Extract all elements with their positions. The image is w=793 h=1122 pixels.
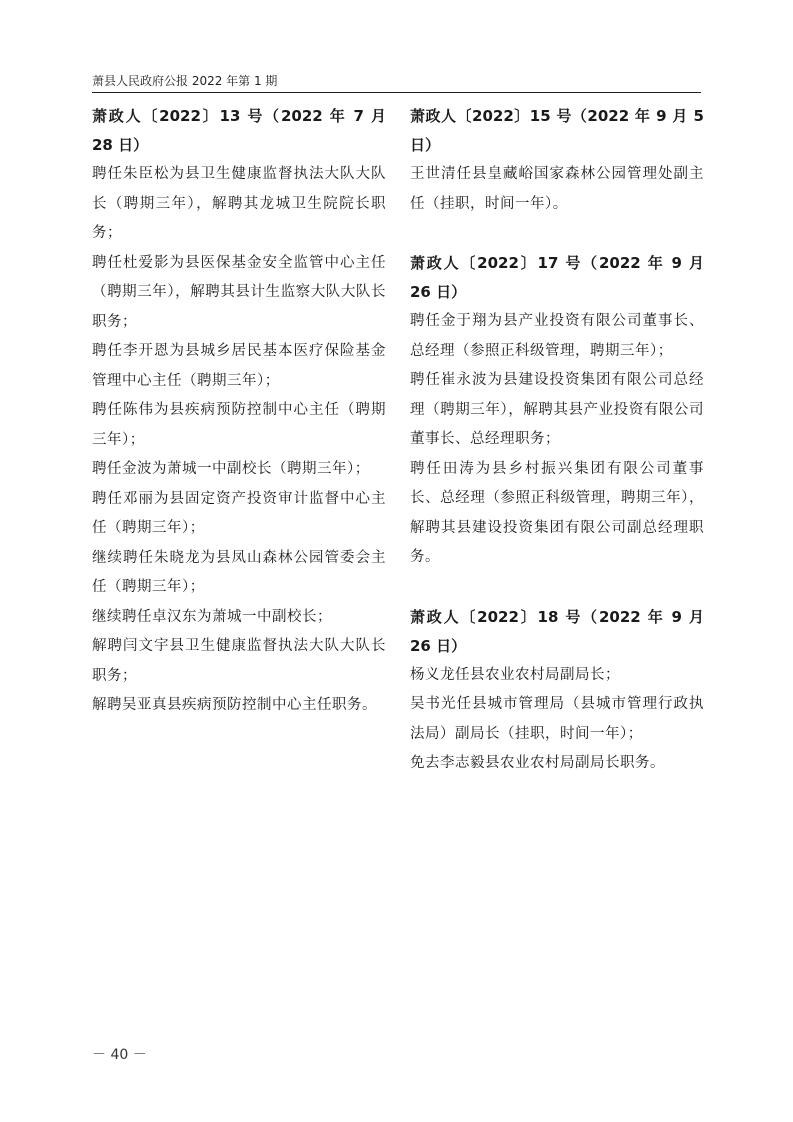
decree-heading: 萧政人〔2022〕18 号（2022 年 9 月 26 日） (410, 607, 704, 655)
appointment-item: 聘任邓丽为县固定资产投资审计监督中心主任（聘期三年）； (92, 490, 386, 536)
left-column (92, 102, 386, 721)
right-column (410, 102, 704, 779)
decree-18 (410, 603, 704, 779)
appointment-item: 聘任田涛为县乡村振兴集团有限公司董事长、总经理（参照正科级管理，聘期三年），解聘其县建设投资集团有限公司副总经理职务。 (410, 460, 704, 565)
appointment-item: 解聘吴亚真县疾病预防控制中心主任职务。 (92, 697, 377, 713)
appointment-item: 聘任陈伟为县疾病预防控制中心主任（聘期三年）； (92, 402, 386, 448)
decree-13 (92, 102, 386, 721)
appointment-item: 聘任朱臣松为县卫生健康监督执法大队大队长（聘期三年），解聘其龙城卫生院院长职务； (92, 166, 386, 241)
appointment-item: 继续聘任卓汉东为萧城一中副校长； (92, 608, 332, 625)
appointment-item: 杨义龙任县农业农村局副局长； (410, 666, 620, 683)
decree-heading: 萧政人〔2022〕17 号（2022 年 9 月 26 日） (410, 254, 704, 301)
page-header: 萧县人民政府公报 2022 年第 1 期 (92, 74, 278, 88)
decree-17 (410, 249, 704, 573)
appointment-item: 吴书光任县城市管理局（县城市管理行政执法局）副局长（挂职，时间一年）； (410, 696, 704, 742)
appointment-item: 聘任崔永波为县建设投资集团有限公司总经理（聘期三年），解聘其县产业投资有限公司董事长、总经理职务； (410, 372, 704, 447)
appointment-item: 王世清任县皇藏峪国家森林公园管理处副主任（挂职，时间一年）。 (410, 166, 704, 212)
decree-heading: 萧政人〔2022〕13 号（2022 年 7 月 28 日） (92, 107, 386, 154)
appointment-item: 聘任金于翔为县产业投资有限公司董事长、总经理（参照正科级管理，聘期三年）； (410, 313, 704, 359)
decree-15 (410, 102, 704, 219)
appointment-item: 继续聘任朱晓龙为县凤山森林公园管委会主任（聘期三年）； (92, 549, 386, 595)
header-divider (92, 92, 701, 93)
appointment-item: 聘任李开恩为县城乡居民基本医疗保险基金管理中心主任（聘期三年）； (92, 343, 386, 389)
appointment-item: 免去李志毅县农业农村局副局长职务。 (410, 755, 665, 771)
decree-heading: 萧政人〔2022〕15 号（2022 年 9 月 5 日） (410, 107, 704, 154)
page-number: － 40 － (92, 1047, 147, 1063)
appointment-item: 解聘闫文宇县卫生健康监督执法大队大队长职务； (92, 638, 386, 684)
appointment-item: 聘任杜爱影为县医保基金安全监管中心主任（聘期三年），解聘其县计生监察大队大队长职务； (92, 254, 386, 330)
appointment-item: 聘任金波为萧城一中副校长（聘期三年）； (92, 461, 370, 477)
